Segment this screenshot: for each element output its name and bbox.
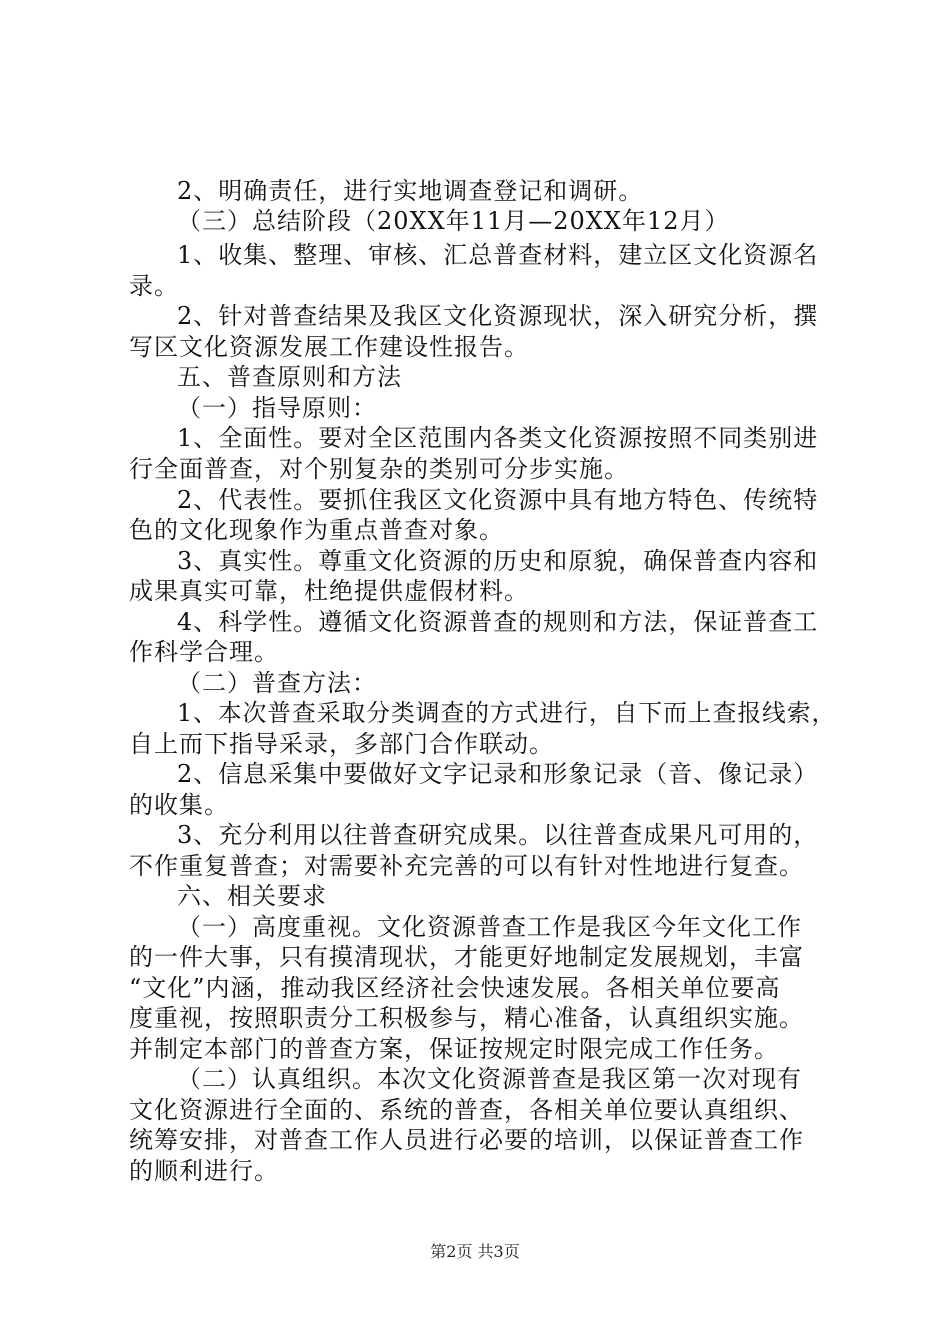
paragraph-line: 1、本次普查采取分类调查的方式进行，自下而上查报线索， bbox=[177, 699, 837, 727]
section-heading: （三）总结阶段（20XX年11月—20XX年12月） bbox=[177, 207, 730, 235]
paragraph-line: 3、真实性。尊重文化资源的历史和原貌，确保普查内容和 bbox=[177, 547, 819, 575]
paragraph-line: 不作重复普查；对需要补充完善的可以有针对性地进行复查。 bbox=[129, 852, 804, 880]
paragraph-line: 并制定本部门的普查方案，保证按规定时限完成工作任务。 bbox=[129, 1035, 779, 1063]
paragraph-line: 写区文化资源发展工作建设性报告。 bbox=[129, 333, 529, 361]
paragraph-line: 自上而下指导采录，多部门合作联动。 bbox=[129, 730, 554, 758]
paragraph-line: 2、信息采集中要做好文字记录和形象记录（音、像记录） bbox=[177, 760, 819, 788]
paragraph-line: 成果真实可靠，杜绝提供虚假材料。 bbox=[129, 577, 529, 605]
paragraph-line: （一）高度重视。文化资源普查工作是我区今年文化工作 bbox=[177, 913, 802, 941]
paragraph-line: 2、针对普查结果及我区文化资源现状，深入研究分析，撰 bbox=[177, 302, 819, 330]
paragraph-line: 的收集。 bbox=[129, 791, 229, 819]
paragraph-line: 作科学合理。 bbox=[129, 638, 279, 666]
paragraph-line: 的一件大事，只有摸清现状，才能更好地制定发展规划，丰富 bbox=[129, 943, 804, 971]
paragraph-line: 度重视，按照职责分工积极参与，精心准备，认真组织实施。 bbox=[129, 1004, 804, 1032]
paragraph-line: 3、充分利用以往普查研究成果。以往普查成果凡可用的， bbox=[177, 821, 819, 849]
page-footer: 第2页 共3页 bbox=[430, 1242, 520, 1261]
section-heading: 六、相关要求 bbox=[177, 882, 327, 910]
paragraph-line: 1、全面性。要对全区范围内各类文化资源按照不同类别进 bbox=[177, 424, 819, 452]
paragraph-line: 录。 bbox=[129, 272, 179, 300]
section-heading: （一）指导原则： bbox=[177, 394, 377, 422]
paragraph-line: 4、科学性。遵循文化资源普查的规则和方法，保证普查工 bbox=[177, 608, 819, 636]
section-heading: （二）普查方法： bbox=[177, 669, 377, 697]
paragraph-line: 文化资源进行全面的、系统的普查，各相关单位要认真组织、 bbox=[129, 1096, 804, 1124]
paragraph-line: “文化”内涵，推动我区经济社会快速发展。各相关单位要高 bbox=[129, 974, 781, 1002]
paragraph-line: 1、收集、整理、审核、汇总普查材料，建立区文化资源名 bbox=[177, 241, 819, 269]
paragraph-line: 2、代表性。要抓住我区文化资源中具有地方特色、传统特 bbox=[177, 486, 819, 514]
paragraph-line: （二）认真组织。本次文化资源普查是我区第一次对现有 bbox=[177, 1065, 802, 1093]
paragraph-line: 统筹安排，对普查工作人员进行必要的培训，以保证普查工作 bbox=[129, 1126, 804, 1154]
paragraph-line: 行全面普查，对个别复杂的类别可分步实施。 bbox=[129, 455, 629, 483]
paragraph-line: 2、明确责任，进行实地调查登记和调研。 bbox=[177, 177, 644, 205]
paragraph-line: 色的文化现象作为重点普查对象。 bbox=[129, 516, 504, 544]
paragraph-line: 的顺利进行。 bbox=[129, 1157, 279, 1185]
section-heading: 五、普查原则和方法 bbox=[177, 363, 402, 391]
